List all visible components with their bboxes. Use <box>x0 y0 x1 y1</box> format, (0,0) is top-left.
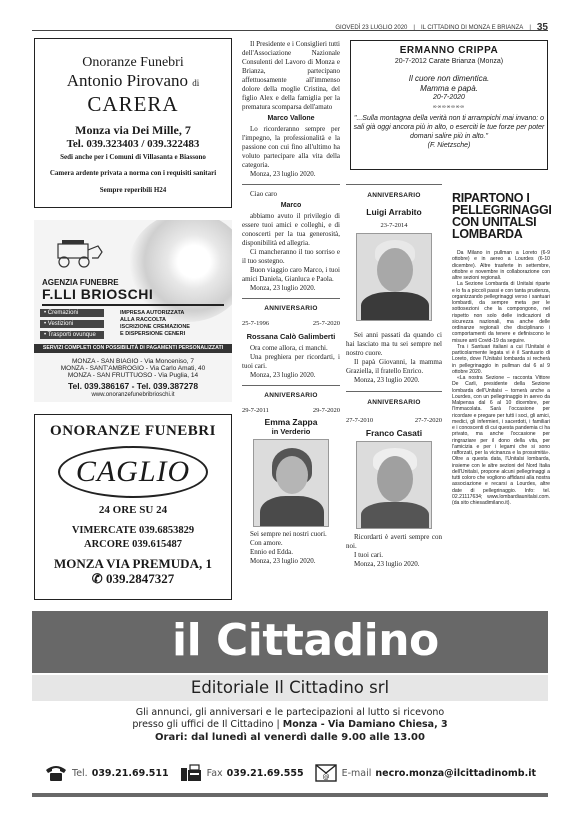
email-icon <box>314 763 338 783</box>
notice-text: Ennio ed Edda. <box>250 548 293 556</box>
anniversary-label: ANNIVERSARIO <box>264 305 318 312</box>
brioschi-address: MONZA - SAN BIAGIO - Via Monceniso, 7 <box>72 358 194 365</box>
article-body <box>452 250 550 506</box>
crippa-notice <box>350 40 548 170</box>
impresa-line: ISCRIZIONE CREMAZIONE <box>120 324 190 330</box>
banner-info <box>32 707 548 744</box>
ornament: ∞∞∞∞∞∞∞ <box>433 104 465 110</box>
header-date: GIOVEDÌ 23 LUGLIO 2020 <box>335 24 408 31</box>
notice-text: Il papà Giovanni, la mamma Graziella, il fratello Enrico. <box>346 358 442 375</box>
brioschi-rule <box>42 304 224 306</box>
notice-name: Marco Vallone <box>267 115 315 122</box>
svg-text:@: @ <box>322 773 330 781</box>
emma-sub: in Verderio <box>271 427 311 436</box>
info-line2 <box>32 719 548 731</box>
contact-fax <box>179 764 304 782</box>
divider <box>242 385 340 386</box>
info-line1: Gli annunci, gli anniversari e le partecipazioni al lutto si ricevono <box>135 707 445 718</box>
flower-image <box>128 220 232 322</box>
pirovano-chamber: Camera ardente privata a norma con i requisiti sanitari <box>49 169 217 177</box>
date-to: 25-7-2020 <box>312 320 340 327</box>
notice-name: Marco <box>280 202 302 209</box>
pirovano-line1: Onoranze Funebri <box>82 55 184 70</box>
brioschi-impresa <box>120 310 220 338</box>
notice-text: Sei sempre nei nostri cuori. <box>250 530 327 538</box>
pirovano-di: di <box>192 78 200 88</box>
notice-text: Ciao caro <box>250 190 278 198</box>
brioschi-name: F.LLI BRIOSCHI <box>42 286 154 302</box>
notice-text: Buon viaggio caro Marco, i tuoi amici Daniela, Gianluca e Paola. <box>242 266 340 283</box>
column-3 <box>346 184 442 569</box>
contact-email <box>314 763 536 783</box>
caglio-vimercate: VIMERCATE 039.6853829 <box>71 525 195 536</box>
column-2 <box>242 40 340 566</box>
fax-icon <box>179 764 203 782</box>
date-from: 25-7-1996 <box>242 320 270 327</box>
impresa-line: E DISPERSIONE CENERI <box>120 331 186 337</box>
notice-date: Monza, 23 luglio 2020. <box>250 284 316 292</box>
rossana-dates <box>242 319 340 328</box>
notice-text: Ora come allora, ci manchi. <box>250 344 328 352</box>
contacts-bar <box>32 760 548 786</box>
email-value[interactable]: necro.monza@ilcittadinomb.it <box>375 767 536 779</box>
info-hours: Orari: dal lunedì al venerdì dalle 9.00 alle 13.00 <box>155 732 425 743</box>
article-paragraph: Tra i Santuari italiani a cui l'Unitalsi è particolarmente legata vi è il Santuario di Loreto, dove l'Unitalsi lombarda si recherà in pellegrinaggio in pullman dal 6 al 9 ottobre 2020. <box>452 343 550 375</box>
crippa-citation: "...Sulla montagna della verità non ti arrampichi mai invano: o sali già oggi ancora più in alto, o eserciti le tue forze per poter domani salire più in alto." <box>353 115 545 140</box>
bottom-rule <box>32 793 548 797</box>
crippa-name: ERMANNO CRIPPA <box>399 45 499 56</box>
caglio-address: MONZA VIA PREMUDA, 1 <box>54 556 212 571</box>
caglio-phone-line <box>35 571 231 586</box>
article-paragraph: Da Milano in pullman a Loreto (6-9 ottobre) e in aereo a Lourdes (6-10 dicembre). Altre trasferte in settembre, ottobre e novembre in collaborazione con altre sezioni regionali. <box>452 250 550 281</box>
notice-text: Una preghiera per ricordarti, i tuoi cari. <box>242 353 340 370</box>
luigi-photo <box>356 233 432 321</box>
notice-text: I tuoi cari. <box>354 551 383 559</box>
carriage-icon <box>48 238 104 268</box>
notice-date: Monza, 23 luglio 2020. <box>354 376 420 384</box>
service-transport: • Trasporti ovunque <box>40 331 104 339</box>
brioschi-address: MONZA - SAN FRUTTUOSO - Via Puglia, 14 <box>67 372 199 379</box>
header-paper: IL CITTADINO DI MONZA E BRIANZA <box>420 24 524 31</box>
fax-value: 039.21.69.555 <box>226 767 304 779</box>
pirovano-name-line <box>35 71 231 93</box>
crippa-quote: Il cuore non dimentica. <box>408 74 490 83</box>
brioschi-web: www.onoranzefunebribrioschi.it <box>91 392 175 398</box>
notice-text: Lo ricorderanno sempre per l'impegno, la professionalità e la passione con cui fino all'ultimo ha voluto partecipare alla vita della categoria. <box>242 125 340 169</box>
tel-value: 039.21.69.511 <box>91 767 169 779</box>
brioschi-tel: Tel. 039.386167 - Tel. 039.387278 <box>67 381 199 391</box>
pirovano-name: Antonio Pirovano <box>66 71 189 90</box>
notice-date: Monza, 23 luglio 2020. <box>354 560 420 568</box>
article-paragraph: La Sezione Lombarda di Unitalsi riparte e lo fa a piccoli passi e con tanta prudenza, organizzando pellegrinaggi verso i santuari lombardi, da sempre meta per le sottosezioni che la compongono, nel rispetto non solo delle indicazioni di sicurezza nazionali, ma anche delle ordinanze regionali che disciplinano i comportamenti da tenere e definiscono le misure anti Covid-19 da seguire. <box>452 281 550 344</box>
crippa-quote2: Mamma e papà. <box>420 84 478 93</box>
luigi-date: 23-7-2014 <box>380 222 408 229</box>
impresa-line: IMPRESA AUTORIZZATA <box>120 310 185 316</box>
franco-name: Franco Casati <box>365 428 423 438</box>
page-header: GIOVEDÌ 23 LUGLIO 2020 | IL CITTADINO DI MONZA E BRIANZA | 35 <box>335 22 548 33</box>
caglio-line1: ONORANZE FUNEBRI <box>50 423 216 439</box>
emma-dates <box>242 406 340 415</box>
caglio-monza <box>35 556 231 586</box>
divider <box>346 184 442 185</box>
phone-icon: ✆ <box>91 571 103 586</box>
date-from: 27-7-2010 <box>346 417 374 424</box>
franco-photo <box>356 441 432 529</box>
notice-text: abbiamo avuto il privilegio di essere tuoi amici e colleghi, e di conoscerti per la tua generosità, disponibilità ed allegria. <box>242 212 340 247</box>
notice-text: Ci mancheranno il tuo sorriso e il tuo sostegno. <box>242 248 340 265</box>
notice-text: Sei anni passati da quando ci hai lasciato ma tu sei sempre nel nostro cuore. <box>346 331 442 357</box>
cittadino-banner: il Cittadino <box>32 611 548 673</box>
info-text: presso gli uffici de Il Cittadino | <box>132 719 283 730</box>
service-dressing: • Vestizioni <box>40 320 104 328</box>
luigi-name: Luigi Arrabito <box>366 207 422 217</box>
rossana-name: Rossana Calò Galimberti <box>246 332 336 341</box>
caglio-phones <box>35 524 231 552</box>
header-rule <box>32 30 548 31</box>
notice-date: Monza, 23 luglio 2020. <box>250 371 316 379</box>
caglio-phone: 039.2847327 <box>105 571 175 586</box>
fax-label: Fax <box>206 767 223 779</box>
divider <box>242 184 340 185</box>
date-from: 29-7-2011 <box>242 407 269 414</box>
brioschi-band: SERVIZI COMPLETI CON POSSIBILITÀ DI PAGAMENTI PERSONALIZZATI <box>34 344 232 353</box>
service-cremation: • Cremazioni <box>40 309 104 317</box>
divider <box>346 391 442 392</box>
anniversary-label: ANNIVERSARIO <box>367 192 421 199</box>
crippa-date: 20-7-2020 <box>433 94 465 101</box>
pirovano-availability: Sempre reperibili H24 <box>99 186 167 194</box>
notice-text: Il Presidente e i Consiglieri tutti dell'Associazione Nazionale Consulenti del Lavoro di Monza e Brianza, partecipano affettuosamente all'immenso dolore della moglie Cristina, del figlio Alex e della famiglia per la prematura scomparsa dell'amato <box>242 40 340 111</box>
franco-dates <box>346 416 442 425</box>
emma-name: Emma Zappa <box>264 417 318 427</box>
divider <box>242 298 340 299</box>
brioschi-address: MONZA - SANT'AMBROGIO - Via Carlo Amati, 40 <box>60 365 206 372</box>
tel-label: Tel. <box>72 767 88 779</box>
crippa-author: (F. Nietzsche) <box>427 142 471 149</box>
telephone-icon <box>44 764 68 782</box>
email-label: E-mail <box>341 767 372 779</box>
pirovano-branches: Sedi anche per i Comuni di Villasanta e Biassono <box>60 153 206 161</box>
article-title: RIPARTONO I PELLEGRINAGGI CON UNITALSI LOMBARDA <box>452 191 552 241</box>
notice-text: Con amore. <box>250 539 283 547</box>
contact-tel <box>44 764 169 782</box>
caglio-hours: 24 ORE SU 24 <box>98 504 168 516</box>
pirovano-town: CARERA <box>87 92 179 116</box>
caglio-logo: CAGLIO <box>58 446 208 498</box>
anniversary-label: ANNIVERSARIO <box>367 399 421 406</box>
ad-caglio <box>34 414 232 600</box>
page-number: 35 <box>536 22 548 33</box>
impresa-line: ALLA RACCOLTA <box>120 317 167 323</box>
banner-subtitle: Editoriale Il Cittadino srl <box>32 675 548 701</box>
pirovano-tel: Tel. 039.323403 / 039.322483 <box>66 138 200 150</box>
pirovano-address: Monza via Dei Mille, 7 <box>75 123 191 137</box>
info-address: Monza - Via Damiano Chiesa, 3 <box>282 719 448 730</box>
anniversary-label: ANNIVERSARIO <box>264 392 318 399</box>
ad-brioschi <box>34 220 232 402</box>
crippa-dates: 20-7-2012 Carate Brianza (Monza) <box>394 58 504 65</box>
notice-date: Monza, 23 luglio 2020. <box>250 557 316 565</box>
article-paragraph: «La nostra Sezione – racconta Vittore De Carli, presidente della Sezione lombarda dell'Unitalsi – tornerà anche a Lourdes, con un pellegrinaggio in aereo da Malpensa dal 6 al 10 dicembre, per l'Immacolata. Sarà l'occasione per ricordare e pregare per tutti i soci, gli amici, medici, gli infermieri, i sacerdoti, i familiari e i conoscenti di cui questa pandemia ci ha privato, ma anche l'occasione per ringraziare per il dono della vita, per l'amicizia e per i legami che si sono rafforzati, per la vicinanza e la prossimità». Oltre a questa data, l'Unitalsi lombarda, insieme con le altre sezioni del Nord Italia dell'Unitalsi, propone alcuni pellegrinaggi a tutti coloro che vogliono affidarsi alla nostra associazione e recarsi a Lourdes, altre date di pellegrinaggio. Info: tel. 02.21117634; www.lombardiaunitalsi.com. (da sito chiesadimilano.it). <box>452 375 550 506</box>
notice-date: Monza, 23 luglio 2020. <box>250 170 316 178</box>
caglio-arcore: ARCORE 039.615487 <box>83 539 182 550</box>
emma-photo <box>253 439 329 527</box>
ad-pirovano <box>34 38 232 208</box>
notice-text: Ricordarti è averti sempre con noi. <box>346 533 442 550</box>
date-to: 27-7-2020 <box>414 417 442 424</box>
date-to: 29-7-2020 <box>312 407 340 414</box>
brioschi-agency: AGENZIA FUNEBRE <box>42 278 119 287</box>
